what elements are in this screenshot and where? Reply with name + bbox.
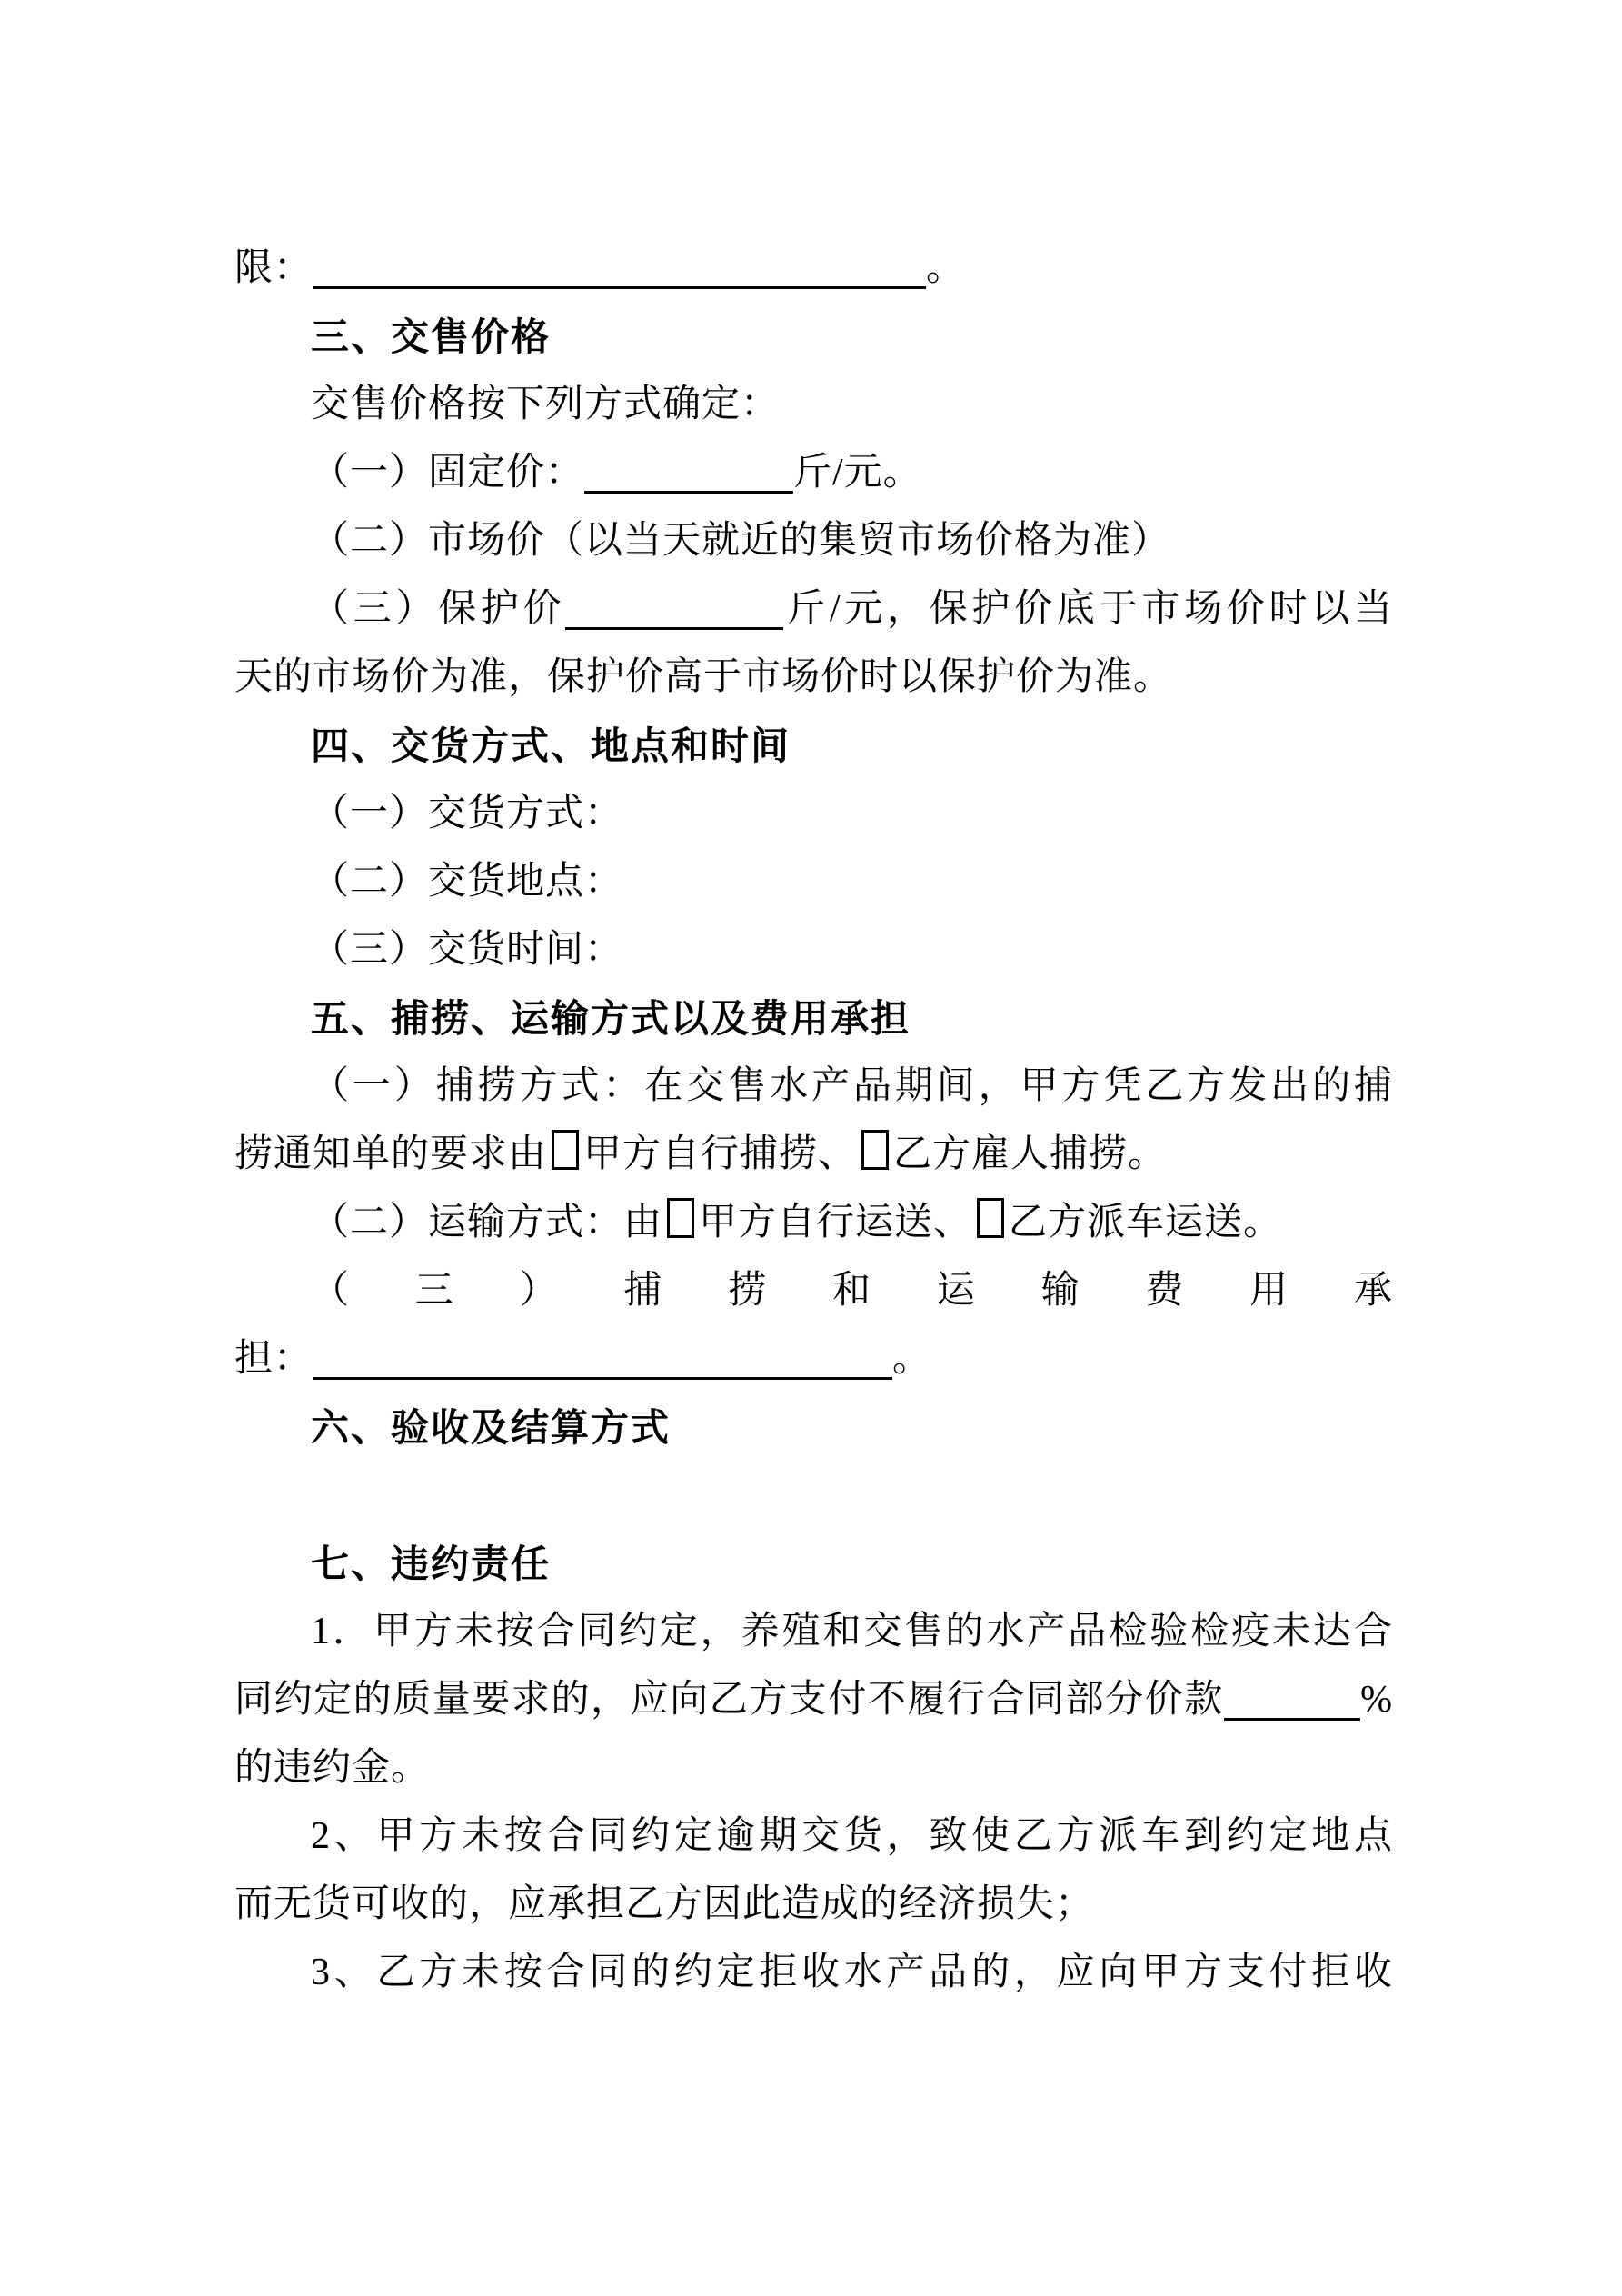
text-run: 斤/元，保护价底于市场价时以当 — [783, 588, 1393, 630]
text-run: 六、验收及结算方式 — [311, 1406, 672, 1449]
text-run: （一）固定价： — [311, 452, 585, 494]
line-delivery-method — [234, 780, 1393, 848]
text-run: 交售价格按下列方式确定： — [311, 384, 781, 425]
heading-section-5 — [234, 984, 1393, 1053]
text-run: （三）保护价 — [311, 588, 566, 630]
text-run: 乙方派车运送。 — [1009, 1202, 1283, 1243]
text-run: 。 — [892, 1338, 932, 1380]
line-cost-bearing — [234, 1257, 1393, 1325]
heading-section-6 — [234, 1393, 1393, 1462]
line-fishing-method-cont — [234, 1121, 1393, 1189]
text-run: （二）交货地点： — [311, 861, 624, 903]
text-run: （三）交货时间： — [311, 929, 624, 971]
text-run: 同约定的质量要求的，应向乙方支付不履行合同部分价款 — [234, 1679, 1224, 1721]
text-run: （一）交货方式： — [311, 793, 624, 834]
heading-section-4 — [234, 712, 1393, 780]
line-price-method-intro — [234, 371, 1393, 439]
line-breach-3 — [234, 1939, 1393, 2007]
line-protective-price — [234, 575, 1393, 644]
text-run: 担： — [234, 1338, 313, 1380]
text-run: 五、捕捞、运输方式以及费用承担 — [311, 997, 911, 1040]
blank-underline — [565, 591, 783, 630]
text-run: 3、乙方未按合同的约定拒收水产品的，应向甲方支付拒收 — [311, 1952, 1393, 1993]
text-run: 1．甲方未按合同约定，养殖和交售的水产品检验检疫未达合 — [311, 1611, 1393, 1652]
blank-underline — [313, 1341, 892, 1380]
text-run: 。 — [926, 247, 966, 289]
text-run: 的违约金。 — [234, 1747, 431, 1789]
line-market-price — [234, 507, 1393, 575]
line-cost-bearing-cont — [234, 1325, 1393, 1393]
text-run: 而无货可收的，应承担乙方因此造成的经济损失； — [234, 1883, 1095, 1925]
text-run: （二）运输方式：由 — [311, 1202, 663, 1243]
text-run: % — [1360, 1679, 1393, 1721]
blank-underline — [584, 454, 793, 494]
blank-underline — [313, 250, 926, 289]
line-breach-2a — [234, 1802, 1393, 1871]
line-transport-method — [234, 1189, 1393, 1257]
line-breach-1c — [234, 1734, 1393, 1802]
line-delivery-place — [234, 848, 1393, 916]
text-run: 甲方自行运送、 — [699, 1202, 973, 1243]
text-run: 甲方自行捕捞、 — [583, 1133, 858, 1175]
text-run: 天的市场价为准，保护价高于市场价时以保护价为准。 — [234, 656, 1173, 698]
empty-checkbox-icon — [977, 1198, 1004, 1238]
text-run: 七、违约责任 — [311, 1542, 552, 1585]
line-deadline-blank — [234, 235, 1393, 303]
line-fishing-method — [234, 1053, 1393, 1121]
text-run: 四、交货方式、地点和时间 — [311, 724, 791, 767]
heading-section-3 — [234, 303, 1393, 371]
text-run: （三）捕捞和运输费用承 — [311, 1270, 1393, 1312]
empty-checkbox-icon — [667, 1198, 694, 1238]
line-protective-price-cont — [234, 644, 1393, 712]
text-run: 三、交售价格 — [311, 315, 552, 358]
empty-checkbox-icon — [861, 1130, 889, 1170]
line-delivery-time — [234, 916, 1393, 984]
text-run: 乙方雇人捕捞。 — [893, 1133, 1168, 1175]
empty-checkbox-icon — [552, 1130, 579, 1170]
text-run: 斤/元。 — [793, 452, 922, 494]
line-breach-2b — [234, 1871, 1393, 1939]
blank-line — [234, 1462, 1393, 1530]
text-run: 捞通知单的要求由 — [234, 1133, 548, 1175]
heading-section-7 — [234, 1530, 1393, 1598]
text-run: （二）市场价（以当天就近的集贸市场价格为准） — [311, 520, 1171, 562]
line-breach-1a — [234, 1598, 1393, 1666]
text-run: （一）捕捞方式：在交售水产品期间，甲方凭乙方发出的捕 — [311, 1065, 1393, 1107]
text-run: 限： — [234, 247, 313, 289]
text-run: 2、甲方未按合同约定逾期交货，致使乙方派车到约定地点 — [311, 1815, 1393, 1857]
line-breach-1b — [234, 1666, 1393, 1734]
blank-underline — [1224, 1682, 1360, 1721]
line-fixed-price — [234, 439, 1393, 507]
